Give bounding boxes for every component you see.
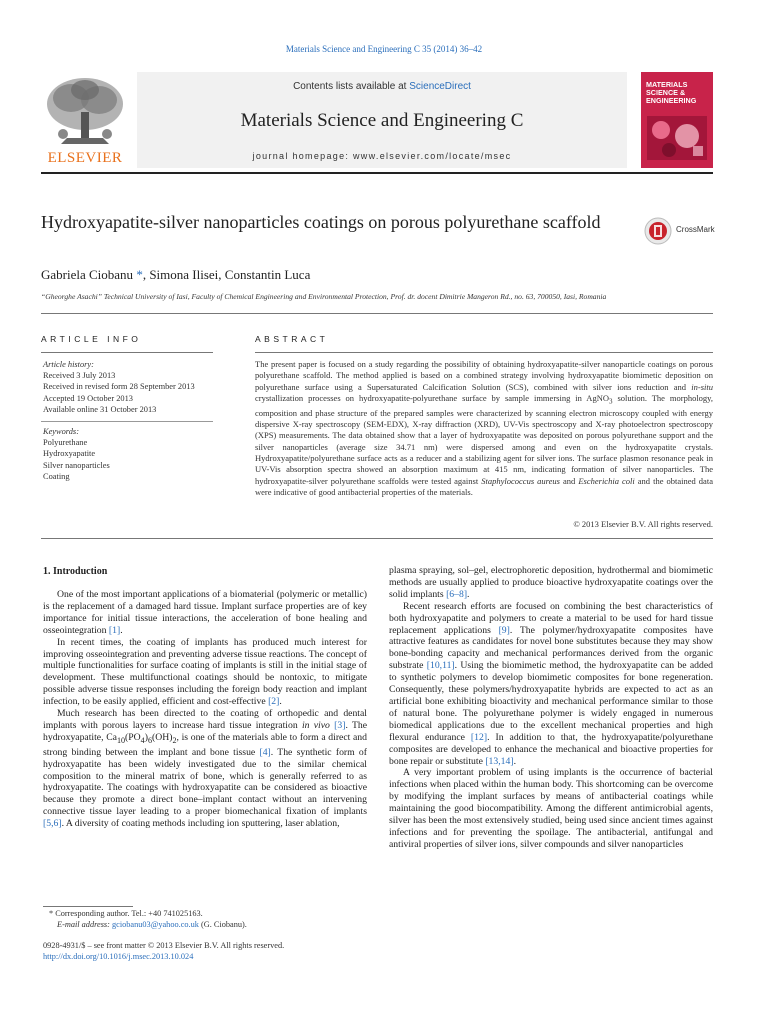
- abstract-divider: [255, 352, 713, 353]
- paragraph: Much research has been directed to the coating of orthopedic and dental implants with porous layers to increase hard tissue integration in vivo [3]. The hydroxyapatite, $Ca_{10}(PO_4)_6(OH)_2$, is one of the materials able to form a direct and strong binding between the implant and bone tissue [4]. The synthetic form of hydroxyapatite has been widely investigated due to the similar chemical composition to the mineral matrix of bone, which is generally referred to as hydroxyapatite. The coatings with hydroxyapatite can be considered as bioactive because they promote a direct bone–implant contact without an intervening connective tissue layer leading to a proper biomechanical fixation of implants [5,6]. A diversity of coating methods including ion sputtering, laser ablation,: [43, 708, 368, 830]
- copyright-line: © 2013 Elsevier B.V. All rights reserved.: [573, 519, 713, 529]
- history-entry: Received in revised form 28 September 2013: [43, 382, 195, 392]
- keyword-item: Silver nanoparticles: [43, 460, 110, 470]
- article-identifiers: [43, 940, 367, 962]
- author-name[interactable]: Gabriela Ciobanu: [41, 267, 137, 282]
- corresponding-author-note: * Corresponding author. Tel.: +40 741025163.: [49, 909, 203, 918]
- cover-title-line: MATERIALS: [646, 80, 688, 89]
- cover-title-line: SCIENCE &: [646, 88, 686, 97]
- citation-ref[interactable]: [3]: [334, 719, 346, 731]
- email-link[interactable]: gciobanu03@yahoo.co.uk: [112, 919, 199, 929]
- citation-ref[interactable]: [2]: [268, 696, 280, 708]
- elsevier-wordmark: ELSEVIER: [47, 150, 123, 166]
- sciencedirect-link[interactable]: ScienceDirect: [409, 81, 471, 92]
- citation-ref[interactable]: [12]: [470, 731, 488, 743]
- journal-banner: [137, 72, 627, 168]
- abstract-text: The present paper is focused on a study regarding the possibility of obtaining hydroxyapatite-silver nanoparticle coatings on porous polyurethane scaffold. The method applied is based on a combined strategy involving hydroxyapatite biomimetic deposition on polyurethane surface using a Supersaturated Calcification Solution (SCS), combined with silver ions reduction and in-situ crystallization processes on hydroxyapatite-polyurethane surface by sample immersing in AgNO$_3$ solution. The morphology, composition and phase structure of the prepared samples were characterized by scanning electron microscopy coupled with energy dispersive X-ray spectroscopy (SEM-EDX), X-ray diffraction (XRD), UV-Vis spectroscopy and X-ray photoelectron spectroscopy (XPS) measurements. The data obtained show that a layer of hydroxyapatite was deposited on porous polyurethane support and the silver nanoparticles (average size 34.71 nm) were dispersed among and even on the hydroxyapatite crystals. Hydroxyapatite/polyurethane surface acts as a reducer and a stabilizing agent for silver ions. The surface plasmon resonance peak in UV-Vis absorption spectra showed an absorption maximum at 415 nm, indicating formation of silver nanoparticles. The hydroxyapatite-silver polyurethane scaffolds were tested against Staphylococcus aureus and Escherichia coli and the obtained data were indicative of good antibacterial properties of the materials.: [255, 359, 713, 497]
- journal-homepage-line: [137, 151, 627, 161]
- history-entry: Accepted 19 October 2013: [43, 393, 133, 403]
- citation-ref[interactable]: [13,14]: [485, 755, 514, 767]
- paragraph: Recent research efforts are focused on combining the best characteristics of both hydroxyapatite and polymers to create a material to be used for hard tissue replacement applications [9]. The polymer/hydroxyapatite composites have attractive features as candidates for novel bone substitutes because they may show bone-bonding capacity and mechanical performances derived from the organic substrate [10,11]. Using the biomimetic method, the hydroxyapatite can be added to synthetic polymers to develop biomimetic composites for bone regeneration. Consequently, these polymers/hydroxyapatite hybrids are expected to act as an artificial bone exhibiting bioactivity and mechanical performance similar to those of natural bone. The polyurethane polymer is widely engaged in numerous biomedical applications due to the excellent mechanical properties and high flexural endurance [12]. In addition to that, the hydroxyapatite/polyurethane composites are developed to enhance the mechanical and bioactive properties for bone repair or substitute [13,14].: [389, 600, 714, 767]
- cover-image-icon: [647, 116, 707, 160]
- elsevier-logo[interactable]: [41, 72, 129, 168]
- keyword-item: Polyurethane: [43, 438, 88, 448]
- article-history: [43, 359, 215, 415]
- cover-title: [646, 81, 710, 105]
- doi-link[interactable]: http://dx.doi.org/10.1016/j.msec.2013.10.024: [43, 952, 194, 961]
- email-line: E-mail address: gciobanu03@yahoo.co.uk (G. Ciobanu).: [57, 919, 247, 929]
- paragraph: In recent times, the coating of implants has produced much interest for improving osseointegration and preventing adverse tissue reactions. The concept of multiple functionalities for surface coating of implants is still in the initial stage of development. These multifunctional coatings should be nontoxic, to mitigate possible adverse tissue responses including the foreign body reaction and implant infection, to be easily applied, efficient and cost-effective [2].: [43, 636, 367, 708]
- corresponding-author-marker[interactable]: *: [136, 267, 143, 282]
- journal-header: [41, 72, 713, 168]
- paragraph: A very important problem of using implants is the occurrence of bacterial infections when placed within the human body. This shortcoming can be overcome by modifying the implant surfaces by means of antibacterial coatings while maintaining the good biocompatibility. Among the different antimicrobial agents, silver has been the most extensively studied, being used since ancient times against infections and for preventing the spoilage. The antibacterial, antifungal and antiviral properties of silver ions, silver compounds and silver nanoparticles: [389, 767, 713, 850]
- contents-line: [137, 81, 627, 92]
- journal-cover-thumbnail[interactable]: [641, 72, 713, 168]
- author-names-rest: , Simona Ilisei, Constantin Luca: [142, 267, 311, 282]
- paragraph: One of the most important applications of a biomaterial (polymeric or metallic) is the replacement of a damaged hard tissue. Implant surface properties are of key importance for initial tissue interactions, the acceleration of bone healing and osseointegration [1].: [43, 589, 367, 636]
- abstract-heading: ABSTRACT: [255, 334, 329, 344]
- affiliation: “Gheorghe Asachi” Technical University of Iasi, Faculty of Chemical Engineering and Environmental Protection, Prof. dr. docent Dimitrie Mangeron Rd., no. 63, 700050, Iasi, Romania: [41, 292, 607, 301]
- homepage-prefix: journal homepage:: [252, 151, 353, 161]
- affiliation-divider: [41, 313, 713, 314]
- crossmark-label: CrossMark: [676, 225, 715, 234]
- journal-title[interactable]: Materials Science and Engineering C: [240, 110, 524, 131]
- article-title: Hydroxyapatite-silver nanoparticles coatings on porous polyurethane scaffold: [41, 212, 601, 232]
- citation-ref[interactable]: [5,6]: [43, 818, 62, 830]
- body-column-left: [43, 589, 367, 830]
- contents-prefix: Contents lists available at: [293, 81, 410, 92]
- journal-homepage-link[interactable]: www.elsevier.com/locate/msec: [353, 151, 512, 161]
- footnote: [43, 909, 367, 931]
- body-column-right: [389, 565, 713, 851]
- keywords-label: Keywords:: [43, 427, 79, 436]
- footnote-divider: [43, 906, 133, 907]
- citation-ref[interactable]: [1]: [108, 624, 121, 636]
- crossmark-icon: [644, 217, 672, 245]
- abstract-bottom-divider: [41, 538, 713, 539]
- keyword-item: Coating: [43, 471, 70, 481]
- author-list: [41, 267, 310, 283]
- crossmark-badge[interactable]: [644, 217, 716, 245]
- issn-line: 0928-4931/$ – see front matter © 2013 Elsevier B.V. All rights reserved.: [43, 941, 285, 950]
- citation-ref[interactable]: [6–8]: [446, 588, 468, 600]
- history-label: Article history:: [43, 360, 94, 369]
- paragraph: plasma spraying, sol–gel, electrophoretic deposition, hydrothermal and biomimetic methods are usually applied to produce bioactive hydroxyapatite coatings over the solid implants [6–8].: [389, 565, 713, 600]
- section-heading-introduction: 1. Introduction: [43, 566, 108, 577]
- history-entry: Received 3 July 2013: [43, 371, 116, 381]
- citation-ref[interactable]: [10,11]: [426, 660, 455, 672]
- journal-citation-link[interactable]: Materials Science and Engineering C 35 (2014) 36–42: [285, 44, 483, 54]
- article-info-heading: ARTICLE INFO: [41, 334, 142, 344]
- citation-ref[interactable]: [4]: [259, 746, 271, 758]
- header-divider: [41, 172, 713, 174]
- cover-title-line: ENGINEERING: [646, 96, 697, 105]
- citation-ref[interactable]: [9]: [498, 624, 510, 636]
- keyword-item: Hydroxyapatite: [43, 449, 96, 459]
- history-entry: Available online 31 October 2013: [43, 404, 157, 414]
- keywords-divider: [41, 421, 213, 422]
- article-info-divider: [41, 352, 213, 353]
- keywords: [43, 426, 215, 482]
